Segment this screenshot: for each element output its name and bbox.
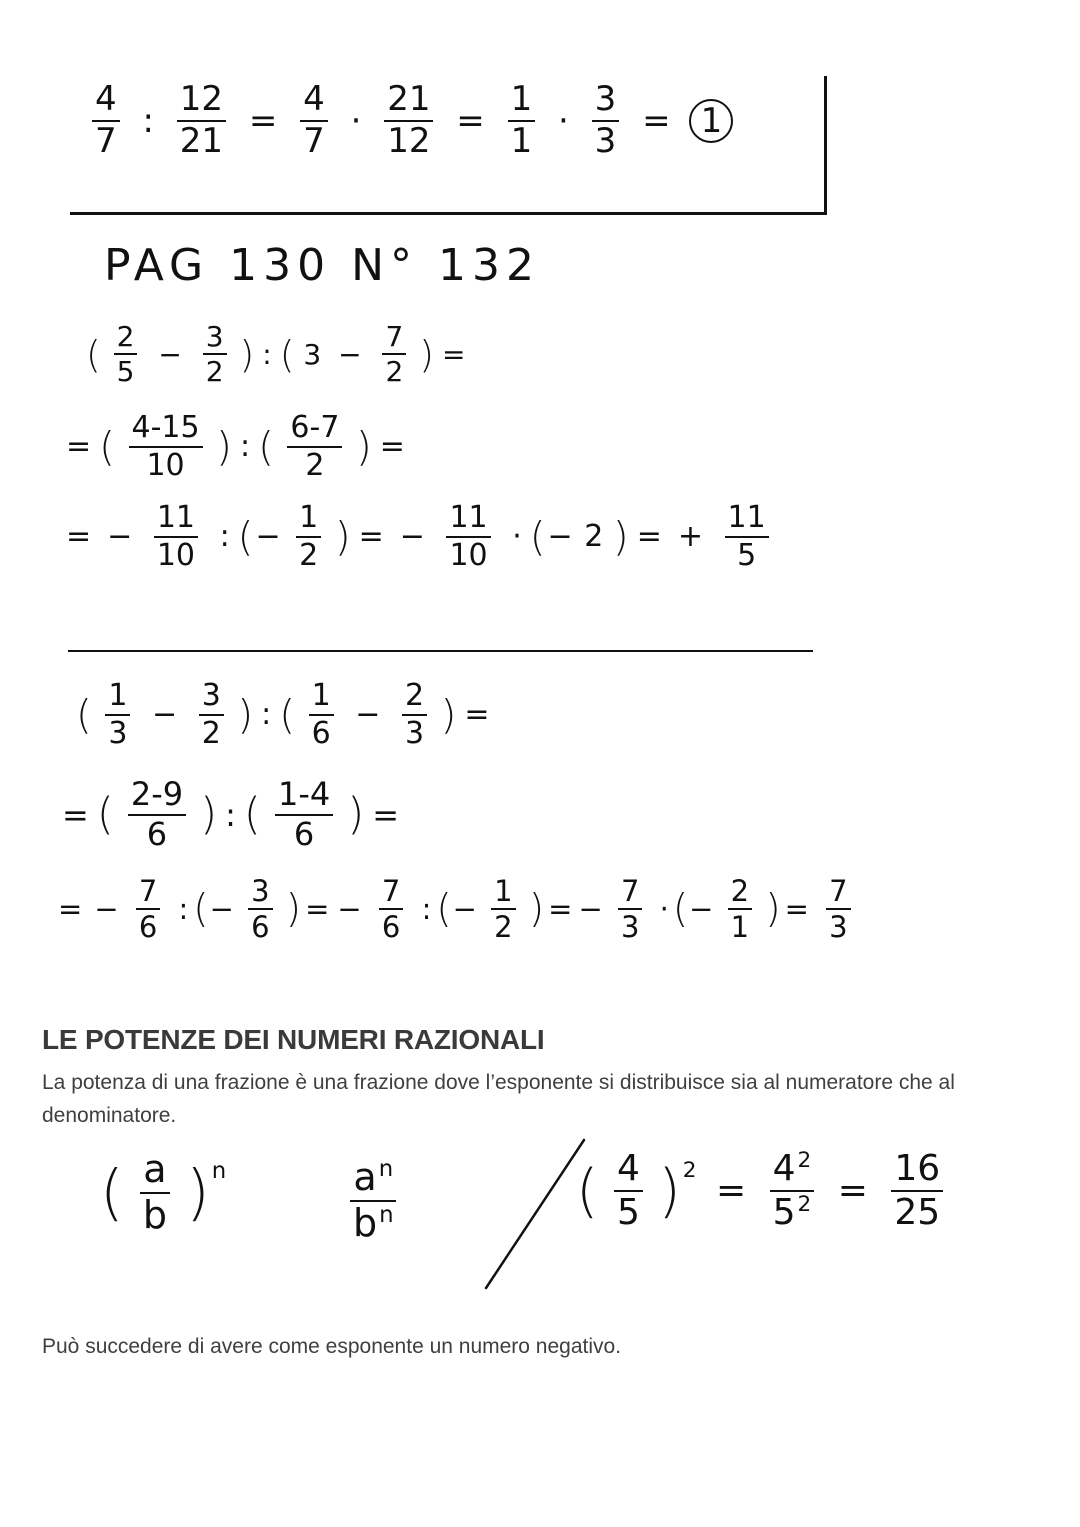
fraction: $\frac{4}{5}$ [614, 1150, 643, 1232]
fraction: $\frac{1}{1}$ [508, 82, 536, 159]
fraction: $\frac{11}{10}$ [154, 502, 198, 571]
fraction: $\frac{2}{3}$ [402, 680, 427, 749]
fraction: $\frac{16}{25}$ [891, 1150, 943, 1232]
fraction: $\frac{1-4}{6}$ [275, 778, 333, 851]
fraction: $\frac{1}{2}$ [296, 502, 321, 571]
fraction: $\frac{7}{3}$ [826, 876, 850, 943]
fraction: $\frac{a}{b}$ [140, 1150, 170, 1236]
box-right-border [824, 76, 827, 214]
ex1-line1: ( $\frac{2}{5}$ − $\frac{3}{2}$ ) : ( 3 − $\frac{7}{2}$ ) = [86, 320, 466, 389]
fraction: $\frac{4}{7}$ [92, 82, 120, 159]
fraction: $\frac{1}{3}$ [105, 680, 130, 749]
fraction: $\frac{7}{6}$ [136, 876, 160, 943]
fraction: $\frac{7}{3}$ [618, 876, 642, 943]
box-bottom-border [70, 212, 827, 215]
fraction: $\frac{2}{1}$ [728, 876, 752, 943]
fraction: $\frac{1}{6}$ [309, 680, 334, 749]
page-reference: PAG 130 N° 132 [104, 240, 540, 291]
fraction: $\frac{7}{6}$ [379, 876, 403, 943]
power-rule-expanded [346, 1155, 401, 1245]
fraction: $\frac{6-7}{2}$ [287, 412, 342, 481]
section-heading: LE POTENZE DEI NUMERI RAZIONALI [42, 1024, 545, 1055]
power-rule: ( $\frac{a}{b}$ )$^n$ [100, 1147, 227, 1237]
fraction: $\frac{4^2}{5^2}$ [770, 1150, 815, 1232]
fraction: $\frac{21}{12}$ [384, 82, 433, 159]
fraction: $\frac{4-15}{10}$ [129, 412, 203, 481]
fraction: $\frac{3}{2}$ [199, 680, 224, 749]
slash-divider [480, 1136, 590, 1294]
ex1-line2: = ( $\frac{4-15}{10}$ ) : ( $\frac{6-7}{2}$ ) = [66, 410, 405, 483]
circled-result: 1 [689, 99, 733, 143]
fraction: $\frac{2-9}{6}$ [128, 778, 186, 851]
fraction: $\frac{a^n}{b^n}$ [350, 1158, 397, 1244]
fraction: $\frac{12}{21}$ [177, 82, 226, 159]
section-intro: La potenza di una frazione è una frazione dove l’esponente si distribuisce sia al numeratore che al denominatore. [42, 1071, 955, 1127]
top-equation: $\frac{4}{7}$ : $\frac{12}{21}$ = $\frac{4}{7}$ · $\frac{21}{12}$ = $\frac{1}{1}$ · $\frac{3}{3}$ = 1 [88, 82, 733, 159]
fraction: $\frac{1}{2}$ [491, 876, 515, 943]
section-note: Può succedere di avere come esponente un numero negativo. [42, 1335, 622, 1358]
ex1-line3: = − $\frac{11}{10}$ : (− $\frac{1}{2}$ ) = − $\frac{11}{10}$ · (− 2 ) = + $\frac{11}{5}$ [66, 502, 773, 571]
fraction: $\frac{7}{2}$ [382, 322, 406, 387]
fraction: $\frac{11}{10}$ [446, 502, 490, 571]
fraction: $\frac{3}{2}$ [203, 322, 227, 387]
fraction: $\frac{2}{5}$ [114, 322, 138, 387]
fraction: $\frac{11}{5}$ [725, 502, 769, 571]
ex2-line3: = − $\frac{7}{6}$ : (− $\frac{3}{6}$ ) = − $\frac{7}{6}$ : (− $\frac{1}{2}$ ) = − $\frac{7}{3}$ · (− $\frac{2}{1}$ ) = $\frac{7}{3}$ [58, 876, 855, 943]
fraction: $\frac{3}{3}$ [592, 82, 620, 159]
ex2-line2: = ( $\frac{2-9}{6}$ ) : ( $\frac{1-4}{6}$ ) = [62, 775, 400, 853]
power-example: ( $\frac{4}{5}$ )$^2$ = $\frac{4^2}{5^2}$ = $\frac{16}{25}$ [576, 1150, 947, 1232]
ex2-line1: ( $\frac{1}{3}$ − $\frac{3}{2}$ ) : ( $\frac{1}{6}$ − $\frac{2}{3}$ ) = [76, 678, 490, 751]
fraction: $\frac{4}{7}$ [300, 82, 328, 159]
fraction: $\frac{3}{6}$ [248, 876, 272, 943]
separator-line [68, 650, 813, 652]
